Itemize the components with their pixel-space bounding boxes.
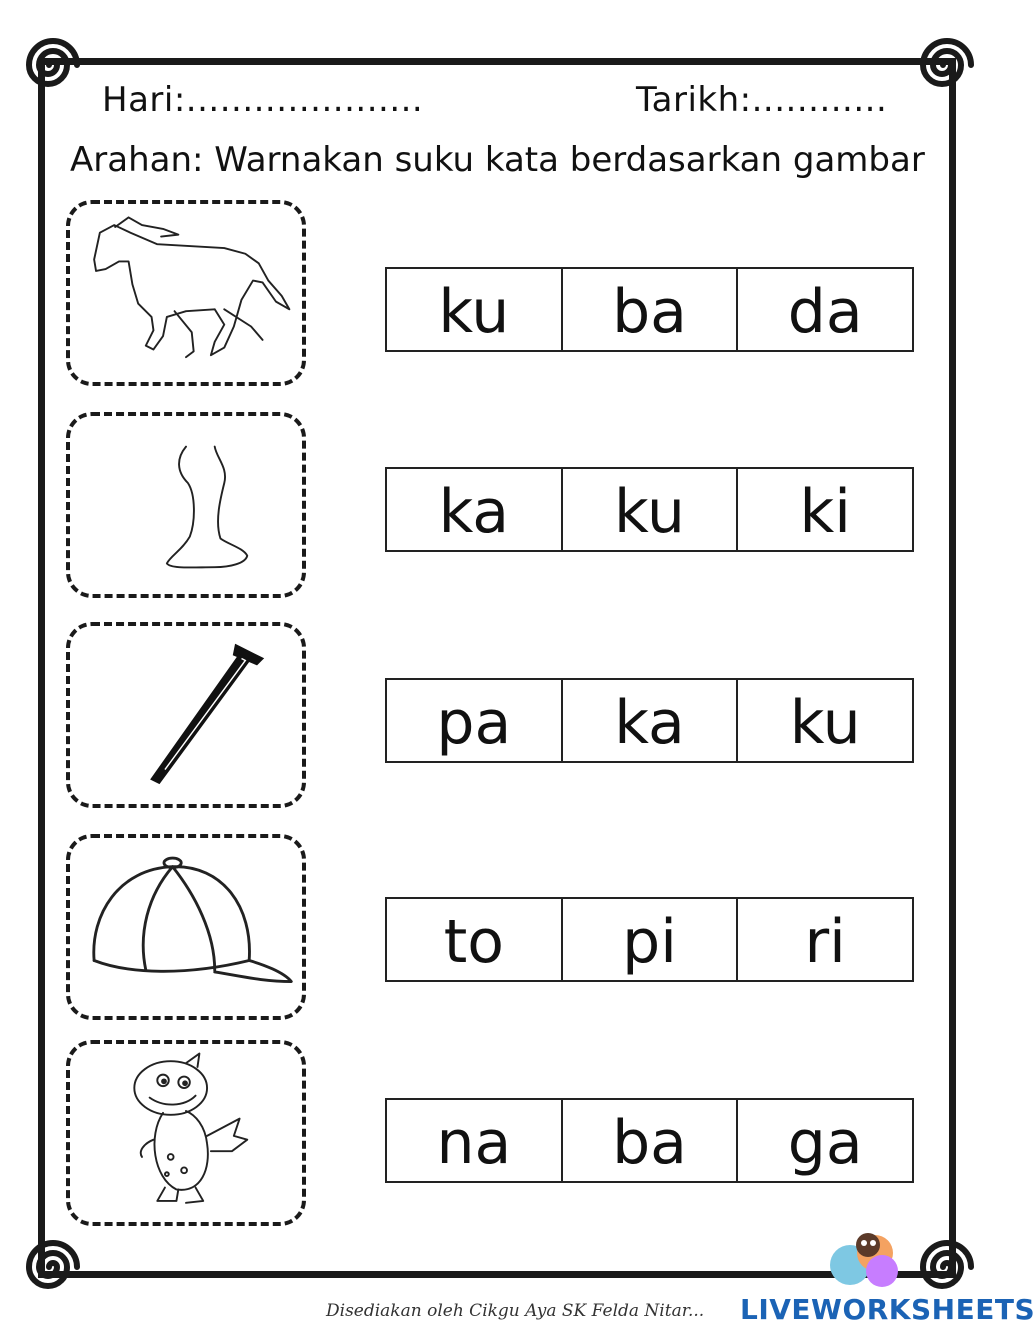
spiral-corner-icon [18, 1232, 88, 1302]
picture-card-dragon [66, 1040, 306, 1226]
syllable-cell[interactable]: ka [387, 469, 563, 550]
picture-card-horse [66, 200, 306, 386]
syllable-row [385, 467, 914, 552]
syllable-cell[interactable]: da [787, 276, 863, 347]
picture-card-nail [66, 622, 306, 808]
syllable-cell[interactable]: pi [563, 899, 739, 980]
spiral-corner-icon [912, 30, 982, 100]
leg-icon [70, 416, 302, 594]
syllable-cell[interactable]: ku [387, 269, 563, 350]
hari-field: Hari:..................... [102, 80, 424, 120]
syllable-cell[interactable]: ki [799, 476, 851, 547]
syllable-row [385, 897, 914, 982]
dragon-icon [70, 1044, 302, 1222]
syllable-cell[interactable]: pa [387, 680, 563, 761]
horse-icon [70, 204, 302, 382]
syllable-cell[interactable]: ka [563, 680, 739, 761]
syllable-cell[interactable]: ku [789, 687, 861, 758]
picture-card-leg [66, 412, 306, 598]
syllable-row [385, 678, 914, 763]
mascot-logo-icon [820, 1215, 910, 1295]
instruction-text: Arahan: Warnakan suku kata berdasarkan gambar [70, 140, 925, 180]
nail-icon [70, 626, 302, 804]
syllable-cell[interactable]: ku [563, 469, 739, 550]
cap-icon [70, 838, 302, 1016]
syllable-row [385, 267, 914, 352]
syllable-cell[interactable]: ba [563, 1100, 739, 1181]
syllable-cell[interactable]: ba [563, 269, 739, 350]
spiral-corner-icon [18, 30, 88, 100]
syllable-cell[interactable]: na [387, 1100, 563, 1181]
liveworksheets-logo: LIVEWORKSHEETS [740, 1293, 1035, 1326]
syllable-cell[interactable]: to [387, 899, 563, 980]
tarikh-field: Tarikh:............ [636, 80, 888, 120]
syllable-row [385, 1098, 914, 1183]
syllable-cell[interactable]: ri [804, 906, 846, 977]
picture-card-cap [66, 834, 306, 1020]
spiral-corner-icon [912, 1232, 982, 1302]
credit-text: Disediakan oleh Cikgu Aya SK Felda Nitar... [326, 1301, 705, 1321]
syllable-cell[interactable]: ga [787, 1107, 863, 1178]
